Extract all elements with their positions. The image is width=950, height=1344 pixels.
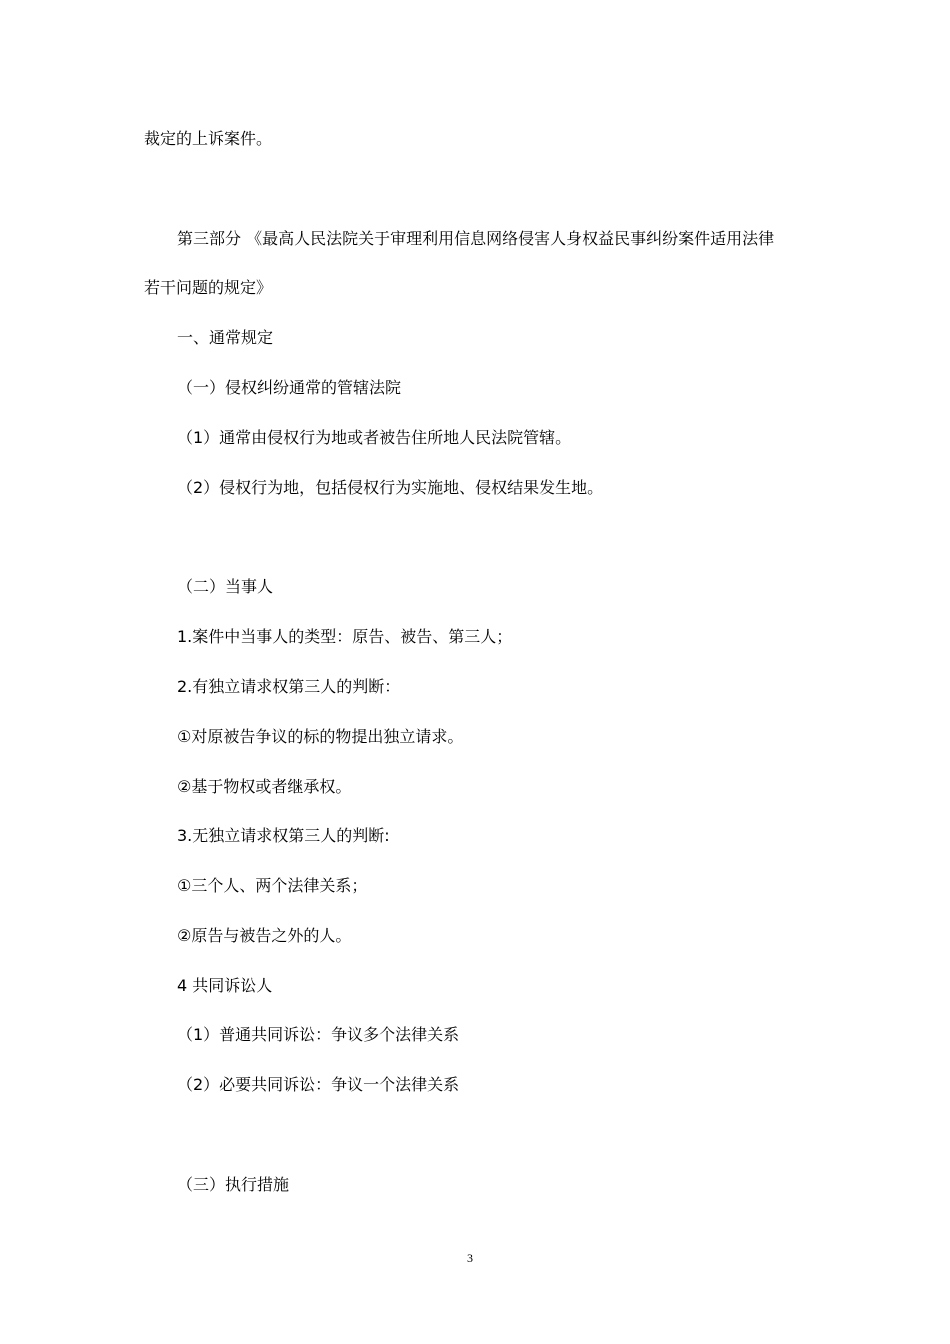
subsection-heading: （一）侵权纠纷通常的管辖法院 — [177, 378, 402, 397]
text-line: （1）通常由侵权行为地或者被告住所地人民法院管辖。 — [177, 428, 572, 447]
text-line: （1）普通共同诉讼：争议多个法律关系 — [177, 1025, 460, 1044]
text-line: 裁定的上诉案件。 — [144, 129, 273, 148]
text-line: ①对原被告争议的标的物提出独立请求。 — [177, 727, 464, 746]
text-line: 3.无独立请求权第三人的判断: — [177, 826, 390, 845]
text-line: ②基于物权或者继承权。 — [177, 777, 352, 796]
section-heading: 一、通常规定 — [177, 328, 274, 347]
text-line: ①三个人、两个法律关系； — [177, 876, 368, 895]
page-number: 3 — [467, 1251, 473, 1265]
part-heading-continued: 若干问题的规定》 — [144, 278, 273, 297]
text-line: 2.有独立请求权第三人的判断： — [177, 677, 401, 696]
subsection-heading: （三）执行措施 — [177, 1175, 290, 1194]
text-line: （2）必要共同诉讼：争议一个法律关系 — [177, 1075, 460, 1094]
subsection-heading: （二）当事人 — [177, 577, 274, 596]
text-line: 4 共同诉讼人 — [177, 976, 273, 995]
text-line: ②原告与被告之外的人。 — [177, 926, 352, 945]
part-heading: 第三部分 《最高人民法院关于审理利用信息网络侵害人身权益民事纠纷案件适用法律 — [177, 229, 775, 248]
text-line: 1.案件中当事人的类型：原告、被告、第三人； — [177, 627, 513, 646]
text-line: （2）侵权行为地，包括侵权行为实施地、侵权结果发生地。 — [177, 478, 604, 497]
